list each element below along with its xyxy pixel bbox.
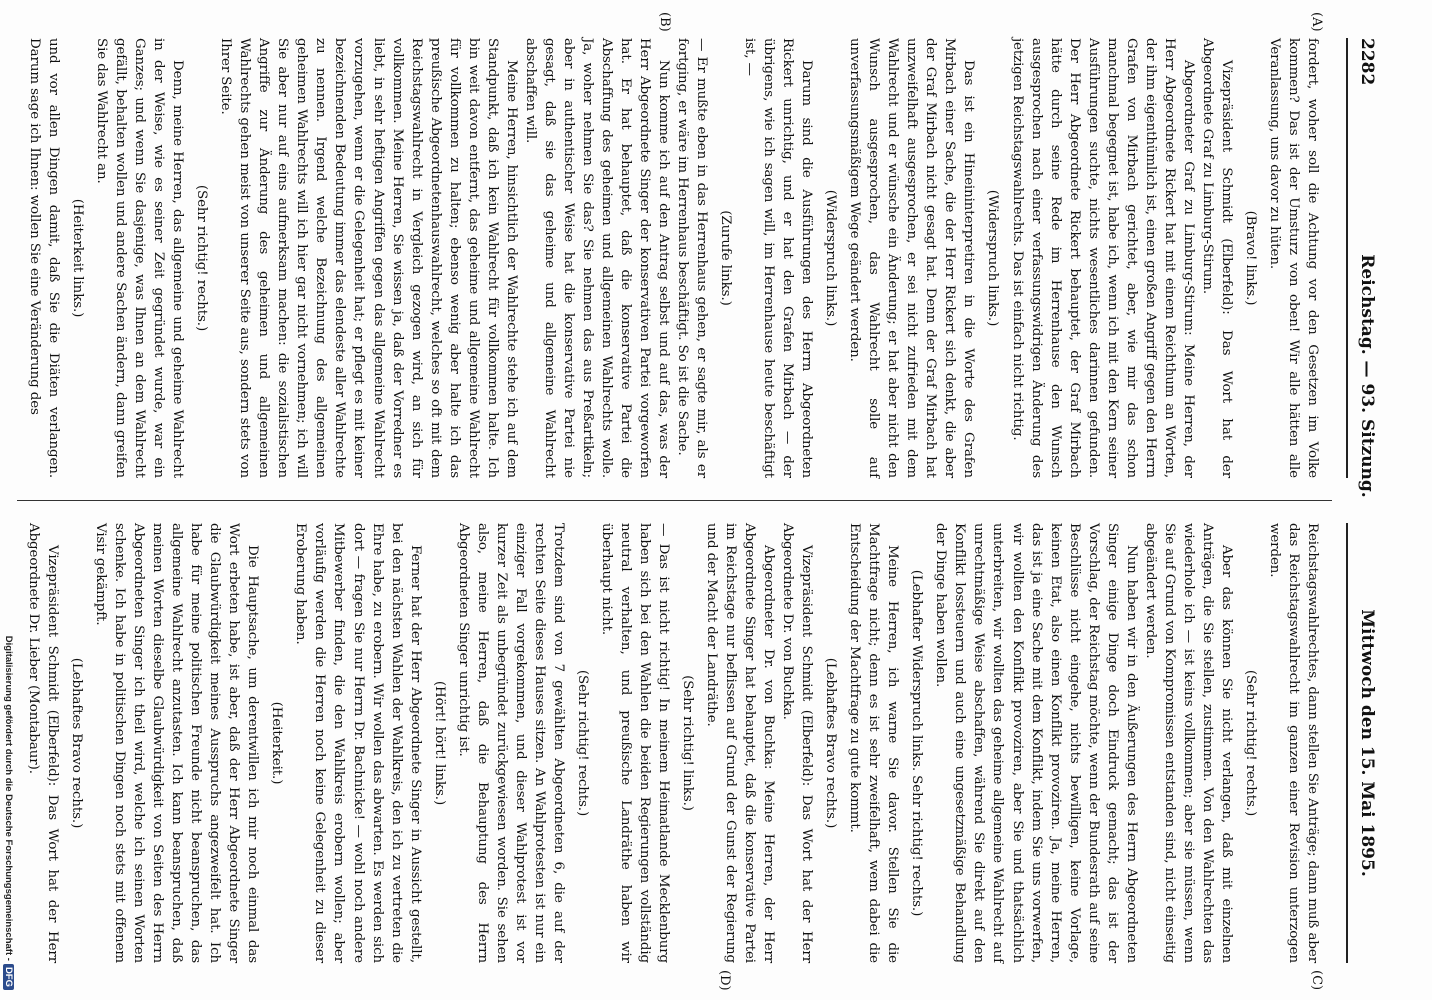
margin-mark-b: (B) — [657, 12, 672, 32]
paragraph: Vizepräsident Schmidt (Elberfeld): Das Wort hat der Herr Abgeordnete Dr. von Buchka. — [780, 523, 815, 963]
header-rule-left — [1346, 38, 1348, 478]
column-divider — [17, 500, 1332, 501]
interjection: (Heiterkeit links.) — [70, 198, 86, 318]
left-running-title: Reichstag. — 93. Sitzung. — [1357, 254, 1377, 498]
page-number: 2282 — [1357, 38, 1377, 86]
header-rule-right — [1346, 523, 1348, 963]
interjection: (Sehr richtig! links.) — [680, 675, 696, 811]
margin-mark-d: (D) — [717, 970, 732, 991]
interjection: (Widerspruch links.) — [985, 189, 1001, 327]
margin-mark-c: (C) — [1309, 970, 1324, 991]
interjection: (Hört! hört! links.) — [431, 680, 447, 806]
margin-mark-a: (A) — [1309, 12, 1324, 32]
paragraph: Nun komme ich auf den Antrag selbst und auf das, was der Herr Abgeordnete Singer der konservativen Partei vorgeworfen hat. Er hat behauptet, daß die konservative Partei die Abschaffung des geheimen und allgemeinen Wahlrechts wolle. Ja, woher nehmen Sie das? Sie nehmen das aus Preßartikeln; aber in authentischer Weise hat die konservative Partei nie gesagt, daß sie das geheime und allgemeine Wahlrecht abschaffen will. — [522, 38, 671, 478]
paragraph: Reichstagswahlrechtes, dann stellen Sie Anträge; dann muß aber das Reichstagswahlrecht im ganzen einer Revision unterzogen werden. — [1266, 523, 1320, 963]
interjection: (Lebhaftes Bravo rechts.) — [823, 657, 839, 829]
interjection: (Lebhafter Widerspruch links. Sehr richtig! rechts.) — [909, 569, 925, 917]
paragraph: Nun haben wir in den Äußerungen des Herrn Abgeordneten Singer einige Dinge doch Eindruck gemacht; das ist der Vorschlag, der Reichstag möchte, wenn der Bundesrath auf seine Beschlüsse nicht eingehe, nichts bewilligen, keine Vorlage, keinen Etat, also einen Konflikt provoziren. Ja, meine Herren, das ist ja eine Sache mit dem Konflikt, indem Sie uns vorwerfen, wir wollten den Konflikt provoziren, aber Sie und thatsächlich unterbreiten, wir wollten das geheime allgemeine Wahlrecht auf unrechtmäßige Weise abschaffen, während Sie direkt auf den Konflikt lossteuern und auch eine ungesetzmäßige Behandlung der Dinge haben wollen. — [933, 523, 1139, 963]
paragraph: fordert, woher soll die Achtung vor den Gesetzen im Volke kommen? Das ist der Umsturz von oben! Wir alle hätten alle Veranlassung, uns davor zu hüten. — [1266, 38, 1320, 478]
interjection: (Widerspruch links.) — [823, 189, 839, 327]
interjection: (Zurufe links.) — [718, 210, 734, 306]
paragraph: Vizepräsident Schmidt (Elberfeld): Das Wort hat der Abgeordnete Graf zu Limburg-Stirum. — [1199, 38, 1234, 478]
right-text-column — [24, 523, 1322, 963]
dfg-credit-text: Digitalisierung gefördert durch die Deutsche Forschungsgemeinschaft - — [3, 635, 14, 961]
interjection: (Sehr richtig! rechts.) — [574, 669, 590, 817]
paragraph: und vor allen Dingen damit, daß Sie die Diäten verlangen. Darum sage ich Ihnen: wollen Sie eine Veränderung des — [27, 38, 62, 478]
left-text-column — [25, 38, 1322, 478]
paragraph: — Das ist nicht richtig! In meinem Heimatlande Mecklenburg haben sich bei den Wahlen die beiden Regierungen vollständig neutral verhalten, und preußische Landräthe haben wir überhaupt nicht. — [598, 523, 671, 963]
paragraph: Aber das können Sie nicht verlangen, daß mit einzelnen Anträgen, die Sie stellen, zustimmen. Von den Wahlrechten das wiederhole ich — ist keins vollkommen; aber sie müssen, wenn Sie auf Grund von Kompromissen entstanden sind, nicht einseitig abgeändert werden. — [1142, 523, 1234, 963]
paragraph: Vizepräsident Schmidt (Elberfeld): Das Wort hat der Herr Abgeordnete Dr. Lieber (Montabaur). — [26, 523, 61, 963]
paragraph: Das ist ein Hineininterpretiren in die Worte des Grafen Mirbach einer Sache, die der Herr Rickert sich denkt, die aber der Graf Mirbach nicht gesagt hat. Denn der Graf Mirbach hat unzweifelhaft ausgesprochen, er sei nicht zufrieden mit dem Wahlrecht und er wünsche ein Änderung; er hat aber nicht den Wunsch ausgesprochen, das Wahlrecht solle auf unverfassungsmäßigem Wege geändert werden. — [847, 38, 977, 478]
paragraph: Denn, meine Herren, das allgemeine und geheime Wahlrecht in der Weise, wie es seiner Zeit gegründet wurde, war ein Ganzes; und wenn Sie dasjenige, was Ihnen an dem Wahlrecht gefällt, behalten wollen und andere Sachen ändern, dann greifen Sie das Wahlrecht an. — [94, 38, 186, 478]
paragraph: Darum sind die Ausführungen des Herrn Abgeordneten Rickert unrichtig, und er hat den Grafen Mirbach — der übrigens, wie ich sagen will, im Herrenhause heute beschäftigt ist, — — [742, 38, 815, 478]
interjection: (Heiterkeit.) — [269, 701, 285, 785]
interjection: (Sehr richtig! rechts.) — [194, 184, 210, 332]
paragraph: Meine Herren, ich warne Sie davor. Stellen Sie die Machtfrage nicht; denn es ist sehr zweifelhaft, wem dabei die Entscheidung der Machtfrage zu gute kommt. — [847, 523, 901, 963]
paragraph: Trotzdem sind von 7 gewählten Abgeordneten 6, die auf der rechten Seite dieses Hauses sitzen. An Wahlprotesten ist nur ein einziger Fall vorgekommen, und dieser Wahlprotest ist vor kurzer Zeit als unbegründet zurückgewiesen worden. Sie sehen also, meine Herren, daß die Behauptung des Herrn Abgeordneten Singer unrichtig ist. — [455, 523, 566, 963]
dfg-logo: DFG — [3, 964, 14, 990]
paragraph: Die Hauptsache, um derentwillen ich mir noch einmal das Wort erbeten habe, ist aber, daß der Herr Abgeordnete Singer die Glaubwürdigkeit meines Ausspruchs angezweifelt hat. Ich habe für meine politischen Freunde nicht beanspruchen, das allgemeine Wahlrecht anzutasten. Ich kann beanspruchen, daß meinen Worten dieselbe Glaubwürdigkeit von Seiten des Herrn Abgeordneten Singer ich theil wird, welche ich seinen Worten schenke. Ich habe in politischen Dingen noch stets mit offenem Visir gekämpft. — [93, 523, 261, 963]
paragraph: Meine Herren, hinsichtlich der Wahlrechte stehe ich auf dem Standpunkt, daß ich kein Wahlrecht für vollkommen halte. Ich bin weit davon entfernt, das geheime und allgemeine Wahlrecht für vollkommen zu halten; ebenso wenig aber halte ich das preußische Abgeordnetenhauswahlrecht, welches so oft mit dem Reichstagswahlrecht in Vergleich gezogen wird, an sich für vollkommen. Meine Herren, Sie wissen ja, daß der Vorredner es liebt, in sehr heftigen Angriffen gegen das allgemeine Wahlrecht vorzugehen, wenn er die Gelegenheit hat; er pflegt es mit keiner bezeichnenden Bedeutung immer das elendeste aller Wahlrechte zu nennen. Irgend welche Bezeichnung des allgemeinen geheimen Wahlrechts will ich hier gar nicht vornehmen; ich will Sie aber nur auf eins aufmerksam machen: die sozialistischen Angriffe zur Änderung des geheimen und allgemeinen Wahlrechts gehen meist von unserer Seite aus, sondern stets von Ihrer Seite. — [218, 38, 519, 478]
interjection: (Bravo! links.) — [1242, 210, 1258, 306]
paragraph: — Er mußte eben in das Herrenhaus gehen, er sagte mir, als er fortging, er wäre im Herrenhaus beschäftigt. So ist die Sache. — [675, 38, 710, 478]
interjection: (Sehr richtig! rechts.) — [1242, 669, 1258, 817]
paragraph: Abgeordneter Graf zu Limburg-Stirum: Meine Herren, der Herr Abgeordnete Rickert hat mit einem Reichthum an Worten, der ihm eigenthümlich ist, einen großen Angriff gegen den Herrn Grafen von Mirbach gerichtet, aber, wie mir das schon manchmal begegnet ist, habe ich, wenn ich mit den Kern seiner Ausführungen suchte, nichts wesentliches darinnen gefunden. Der Herr Abgeordnete Rickert behauptet, der Graf Mirbach hätte durch seine Rede im Herrenhause den Wunsch ausgesprochen nach einer verfassungswidrigen Änderung des jetzigen Reichstagswahlrechts. Das ist einfach nicht richtig. — [1009, 38, 1196, 478]
paragraph: Abgeordneter Dr. von Buchka: Meine Herren, der Herr Abgeordnete Singer hat behauptet, daß die konservative Partei im Reichstage nur beflissen auf Grund der Gunst der Regierung und der Macht der Landräthe. — [704, 523, 777, 963]
paragraph: Ferner hat der Herr Abgeordnete Singer in Aussicht gestellt, bei den nächsten Wahlen der Wahlkreis, den ich zu vertreten die Ehre habe, zu erobern. Wir wollen das abwarten. Es werden sich dort — fragen Sie nur Herrn Dr. Bachnicke! — wohl noch andere Mitbewerber finden, die den Wahlkreis erobern wollen; aber vorläufig werden die Herren noch keine Gelegenheit zu dieser Eroberung haben. — [293, 523, 423, 963]
right-running-title: Mittwoch den 15. Mai 1895. — [1357, 609, 1377, 877]
dfg-footer — [3, 520, 14, 990]
interjection: (Lebhaftes Bravo rechts.) — [69, 657, 85, 829]
